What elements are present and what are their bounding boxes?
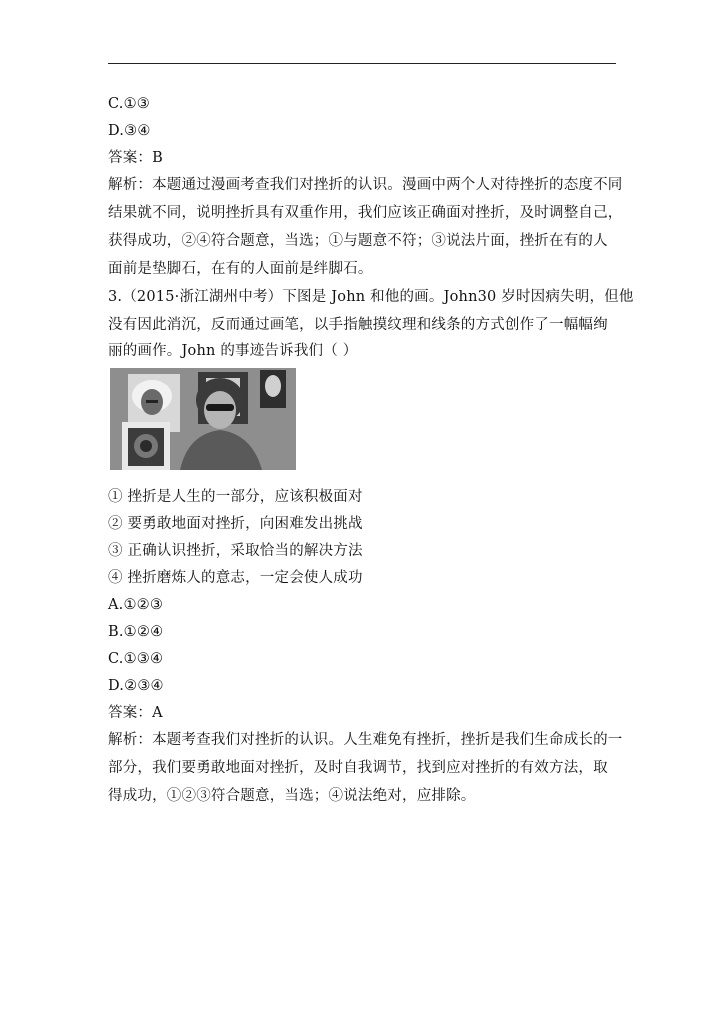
analysis-line: 部分，我们要勇敢地面对挫折，及时自我调节，找到应对挫折的有效方法，取 <box>108 760 608 776</box>
option-a: A.①②③ <box>108 597 164 613</box>
statement-4: ④ 挫折磨炼人的意志，一定会使人成功 <box>108 570 363 586</box>
analysis-line: 面前是垫脚石，在有的人面前是绊脚石。 <box>108 261 373 277</box>
statement-3: ③ 正确认识挫折，采取恰当的解决方法 <box>108 543 363 559</box>
option-c: C.①③ <box>108 96 150 112</box>
answer: 答案：B <box>108 150 163 166</box>
analysis-line: 得成功，①②③符合题意，当选；④说法绝对，应排除。 <box>108 788 476 804</box>
question-stem-line: 3.（2015·浙江湖州中考）下图是 John 和他的画。John30 岁时因病失明，但他 <box>108 289 634 305</box>
header-rule <box>108 63 616 64</box>
statement-1: ① 挫折是人生的一部分，应该积极面对 <box>108 489 363 505</box>
option-d: D.③④ <box>108 123 151 139</box>
statement-2: ② 要勇敢地面对挫折，向困难发出挑战 <box>108 516 363 532</box>
option-d: D.②③④ <box>108 678 164 694</box>
analysis-line: 获得成功，②④符合题意，当选；①与题意不符；③说法片面，挫折在有的人 <box>108 233 608 249</box>
analysis-line: 解析：本题考查我们对挫折的认识。人生难免有挫折，挫折是我们生命成长的一 <box>108 732 623 748</box>
option-c: C.①③④ <box>108 651 164 667</box>
question-stem-line: 没有因此消沉，反而通过画笔，以手指触摸纹理和线条的方式创作了一幅幅绚 <box>108 317 608 333</box>
question-stem-line: 丽的画作。John 的事迹告诉我们（ ） <box>108 343 358 359</box>
analysis-line: 解析：本题通过漫画考查我们对挫折的认识。漫画中两个人对待挫折的态度不同 <box>108 177 623 193</box>
option-b: B.①②④ <box>108 624 164 640</box>
analysis-line: 结果就不同，说明挫折具有双重作用，我们应该正确面对挫折，及时调整自己， <box>108 205 623 221</box>
answer: 答案：A <box>108 705 163 721</box>
john-painting-photo <box>110 368 296 470</box>
